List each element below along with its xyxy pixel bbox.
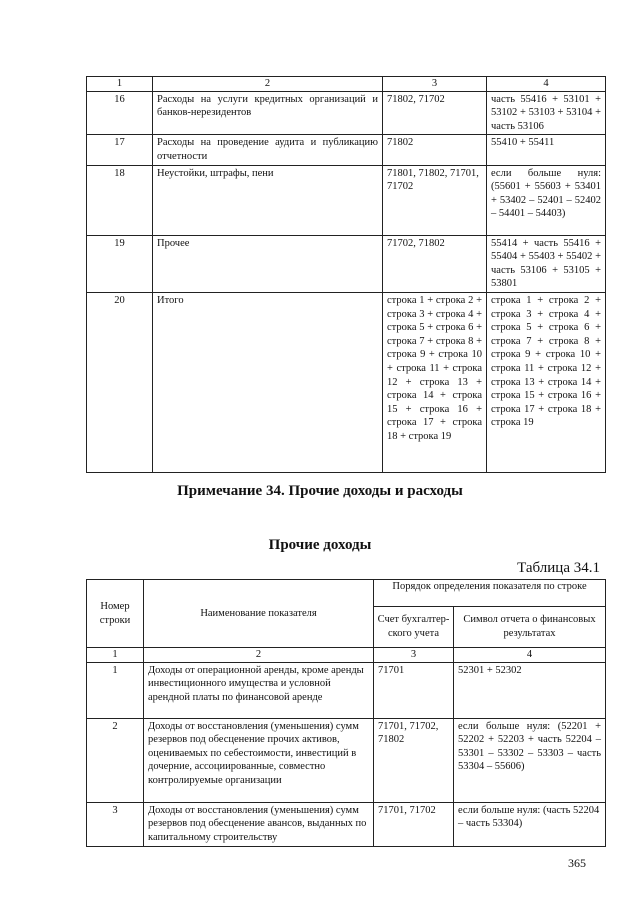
- indicator-name: Прочее: [153, 235, 383, 292]
- col-number-cell: 1: [87, 648, 144, 663]
- indicator-name: Итого: [153, 292, 383, 472]
- account-cell: 71701, 71702, 71802: [374, 718, 454, 802]
- symbol-cell: если больше нуля: (55601 + 55603 + 53401 + 53402 – 52401 – 52402 – 54401 – 54403): [487, 165, 606, 235]
- col-number-cell: 2: [153, 77, 383, 92]
- note-title: Примечание 34. Прочие доходы и расходы: [177, 483, 463, 499]
- row-number: 17: [87, 135, 153, 165]
- account-cell: строка 1 + строка 2 + строка 3 + строка 4 + строка 5 + строка 6 + строка 7 + строка 8 + строка 9 + строка 10 + строка 11 + строка 12 + строка 13 + строка 14 + строка 15 + строка 16 + строка 17 + строка 18 + строка 19: [383, 292, 487, 472]
- table-row: [87, 292, 606, 472]
- row-number: 18: [87, 165, 153, 235]
- row-number: 2: [87, 718, 144, 802]
- header-symbol: Символ отчета о финансовых результатах: [454, 607, 606, 648]
- table-numbering-row: [87, 648, 606, 663]
- other-income-table: [86, 579, 606, 847]
- indicator-name: Расходы на проведение аудита и публикацию отчетности: [153, 135, 383, 165]
- table-row: [87, 91, 606, 135]
- row-number: 1: [87, 662, 144, 718]
- header-row-number: Номер строки: [87, 580, 144, 648]
- account-cell: 71802, 71702: [383, 91, 487, 135]
- indicator-name: Доходы от восстановления (уменьшения) сумм резервов под обесценение прочих активов, оцениваемых по себестоимости, инвестиций в дочерние, ассоциированные, совместно контролируемые организации: [144, 718, 374, 802]
- symbol-cell: 55410 + 55411: [487, 135, 606, 165]
- header-account: Счет бухгалтер-ского учета: [374, 607, 454, 648]
- table-row: [87, 135, 606, 165]
- symbol-cell: часть 55416 + 53101 + 53102 + 53103 + 53104 + часть 53106: [487, 91, 606, 135]
- header-indicator-name: Наименование показателя: [144, 580, 374, 648]
- header-order: Порядок определения показателя по строке: [374, 580, 606, 607]
- row-number: 20: [87, 292, 153, 472]
- account-cell: 71801, 71802, 71701, 71702: [383, 165, 487, 235]
- symbol-cell: строка 1 + строка 2 + строка 3 + строка 4 + строка 5 + строка 6 + строка 7 + строка 8 + строка 9 + строка 10 + строка 11 + строка 12 + строка 13 + строка 14 + строка 15 + строка 16 + строка 17 + строка 18 + строка 19: [487, 292, 606, 472]
- table-row: [87, 235, 606, 292]
- indicator-name: Доходы от восстановления (уменьшения) сумм резервов под обесценение авансов, выданных по капитальному строительству: [144, 802, 374, 846]
- symbol-cell: если больше нуля: (52201 + 52202 + 52203 + часть 52204 – 53301 – 53302 – 53303 – часть 53304 – 55606): [454, 718, 606, 802]
- account-cell: 71701: [374, 662, 454, 718]
- table-row: [87, 802, 606, 846]
- symbol-cell: 52301 + 52302: [454, 662, 606, 718]
- table-numbering-row: [87, 77, 606, 92]
- col-number-cell: 4: [487, 77, 606, 92]
- page-number: 365: [568, 856, 586, 870]
- table-label: Таблица 34.1: [517, 560, 600, 576]
- symbol-cell: если больше нуля: (часть 52204 – часть 53304): [454, 802, 606, 846]
- expenses-table-continued: [86, 76, 606, 473]
- account-cell: 71701, 71702: [374, 802, 454, 846]
- indicator-name: Расходы на услуги кредитных организаций и банков-нерезидентов: [153, 91, 383, 135]
- col-number-cell: 1: [87, 77, 153, 92]
- indicator-name: Доходы от операционной аренды, кроме аренды инвестиционного имущества и условной арендной платы по финансовой аренде: [144, 662, 374, 718]
- symbol-cell: 55414 + часть 55416 + 55404 + 55403 + 55402 + часть 53106 + 53105 + 53801: [487, 235, 606, 292]
- table-row: [87, 662, 606, 718]
- indicator-name: Неустойки, штрафы, пени: [153, 165, 383, 235]
- col-number-cell: 4: [454, 648, 606, 663]
- table-row: [87, 165, 606, 235]
- account-cell: 71802: [383, 135, 487, 165]
- row-number: 3: [87, 802, 144, 846]
- col-number-cell: 3: [374, 648, 454, 663]
- col-number-cell: 2: [144, 648, 374, 663]
- table-row: [87, 718, 606, 802]
- row-number: 16: [87, 91, 153, 135]
- account-cell: 71702, 71802: [383, 235, 487, 292]
- section-subtitle: Прочие доходы: [268, 537, 372, 553]
- row-number: 19: [87, 235, 153, 292]
- table-header-row: [87, 580, 606, 607]
- col-number-cell: 3: [383, 77, 487, 92]
